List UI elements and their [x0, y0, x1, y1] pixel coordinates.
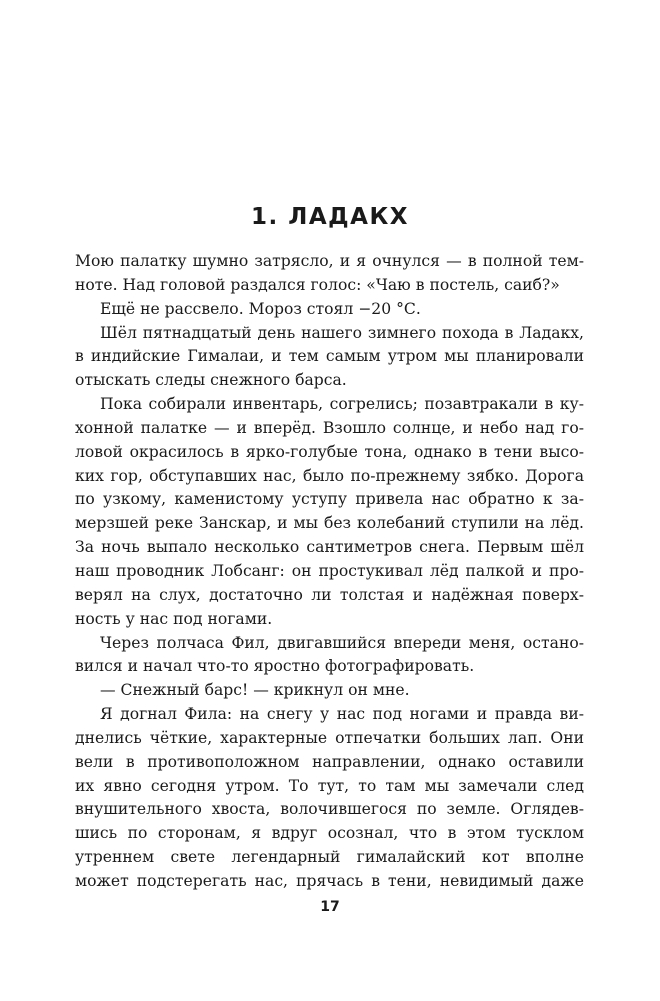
- text-line: За ночь выпало несколько сантиметров снега. Первым шёл: [75, 538, 584, 557]
- text-line: в индийские Гималаи, и тем самым утром мы планировали: [75, 347, 584, 366]
- text-line: ких гор, обступавших нас, было по-прежнему зябко. Дорога: [75, 466, 584, 485]
- text-line: мерзшей реке Занскар, и мы без колебаний ступили на лёд.: [75, 514, 584, 533]
- text-line: их явно сегодня утром. То тут, то там мы замечали след: [75, 776, 584, 795]
- text-line: вился и начал что-то яростно фотографировать.: [75, 657, 475, 676]
- text-line: шись по сторонам, я вдруг осознал, что в этом тусклом: [75, 824, 584, 843]
- text-line: днелись чёткие, характерные отпечатки больших лап. Они: [75, 728, 584, 747]
- text-line: ность у нас под ногами.: [75, 609, 273, 628]
- text-line: ловой окрасилось в ярко-голубые тона, однако в тени высо-: [75, 442, 584, 461]
- text-line: наш проводник Лобсанг: он простукивал лёд палкой и про-: [75, 561, 584, 580]
- chapter-title: 1. ЛАДАКХ: [251, 204, 409, 230]
- text-line: отыскать следы снежного барса.: [75, 371, 347, 390]
- text-line: Мою палатку шумно затрясло, и я очнулся — в полной тем-: [75, 252, 584, 270]
- text-line: ноте. Над головой раздался голос: «Чаю в постель, саиб?»: [75, 275, 560, 294]
- text-line: Пока собирали инвентарь, согрелись; позавтракали в ку-: [100, 395, 584, 414]
- text-line: Я догнал Фила: на снегу у нас под ногами и правда ви-: [100, 705, 584, 724]
- body-text: [75, 250, 584, 894]
- text-line: вели в противоположном направлении, однако оставили: [75, 752, 584, 771]
- text-line: может подстерегать нас, прячась в тени, невидимый даже: [75, 871, 584, 890]
- text-line: внушительного хвоста, волочившегося по земле. Оглядев-: [75, 800, 584, 819]
- text-line: — Снежный барс! — крикнул он мне.: [100, 681, 410, 700]
- text-line: Через полчаса Фил, двигавшийся впереди меня, остано-: [100, 633, 584, 652]
- text-line: верял на слух, достаточно ли толстая и надёжная поверх-: [75, 585, 584, 604]
- page-number: 17: [320, 899, 340, 915]
- text-line: по узкому, каменистому уступу привела нас обратно к за-: [75, 490, 584, 509]
- text-line: Ещё не рассвело. Мороз стоял −20 °С.: [100, 299, 421, 318]
- text-line: Шёл пятнадцатый день нашего зимнего похода в Ладакх,: [100, 323, 584, 342]
- text-line: хонной палатке — и вперёд. Взошло солнце, и небо над го-: [75, 418, 584, 437]
- text-line: утреннем свете легендарный гималайский кот вполне: [75, 848, 584, 867]
